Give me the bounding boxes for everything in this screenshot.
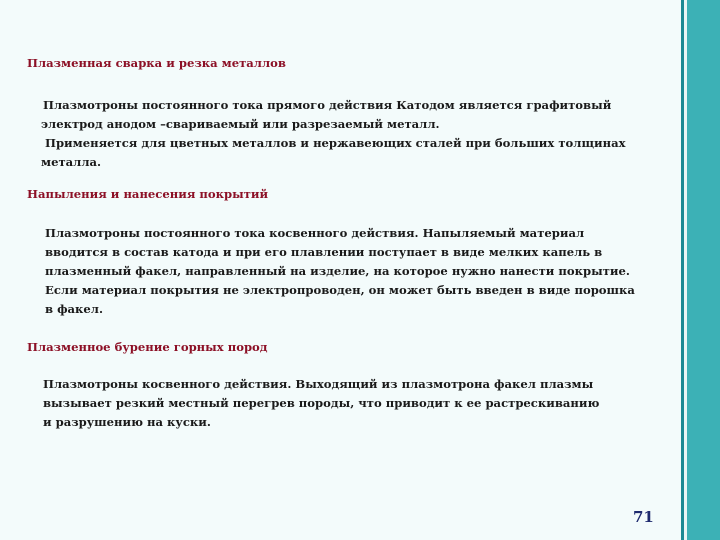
body-line: Плазмотроны косвенного действия. Выходящий из плазмотрона факел плазмы [43,377,594,391]
body-line: в факел. [45,302,104,316]
body-line: Применяется для цветных металлов и нержавеющих сталей при больших толщинах [45,136,626,150]
body-line: Плазмотроны постоянного тока косвенного действия. Напыляемый материал [45,226,585,240]
body-line: вызывает резкий местный перегрев породы, что приводит к ее растрескиванию [43,396,600,410]
body-line: электрод анодом –свариваемый или разрезаемый металл. [41,117,440,131]
body-line: и разрушению на куски. [43,415,211,429]
section-heading-spraying: Напыления и нанесения покрытий [27,187,269,201]
section-heading-drilling: Плазменное бурение горных пород [27,340,268,354]
body-line: Плазмотроны постоянного тока прямого действия Катодом является графитовый [43,98,612,112]
page-number: 71 [633,508,654,526]
body-line: плазменный факел, направленный на изделие, на которое нужно нанести покрытие. [45,264,630,278]
body-line: вводится в состав катода и при его плавлении поступает в виде мелких капель в [45,245,603,259]
body-line: металла. [41,155,102,169]
decorative-stripe-wide [687,0,720,540]
section-heading-welding: Плазменная сварка и резка металлов [27,56,286,70]
body-line: Если материал покрытия не электропроводен, он может быть введен в виде порошка [45,283,635,297]
